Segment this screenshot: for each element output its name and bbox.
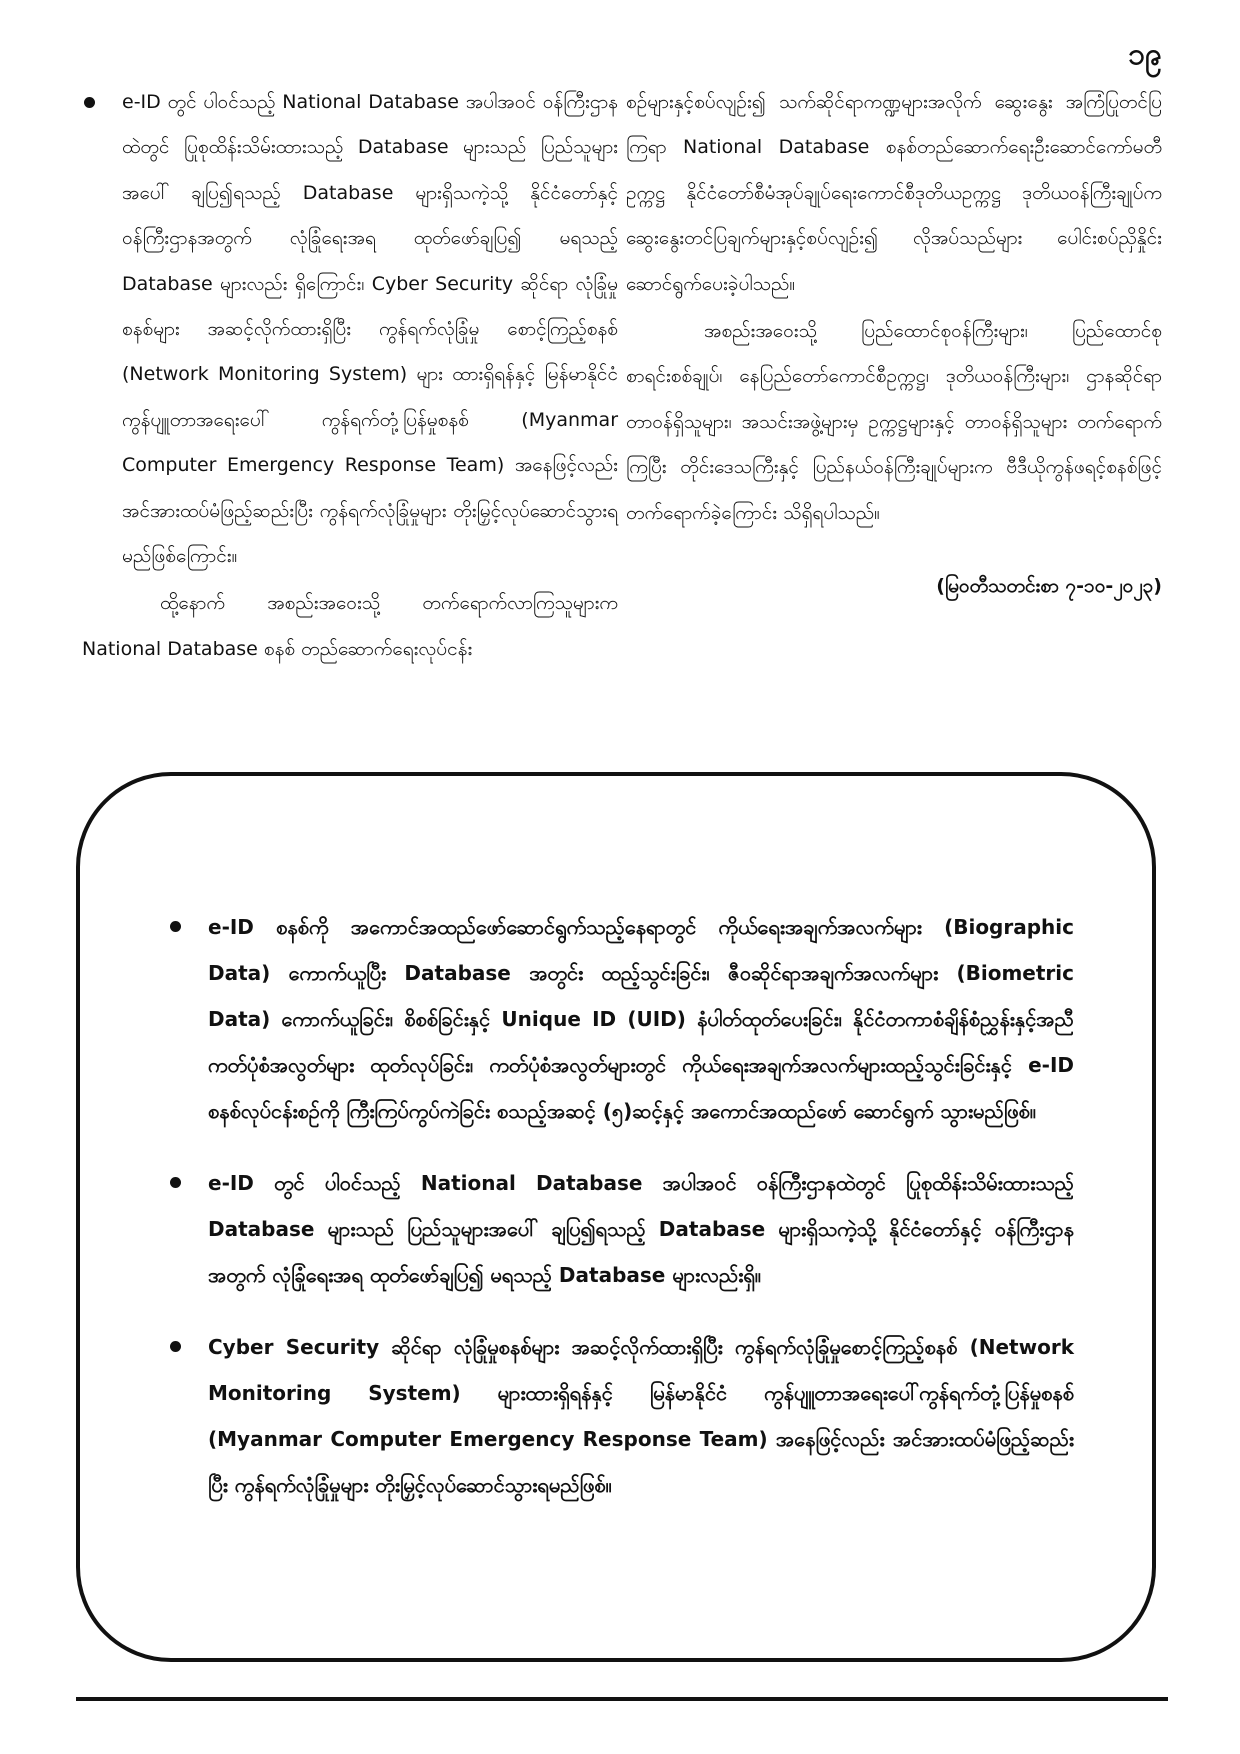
summary-item-text: e-ID စနစ်ကို အကောင်အထည်ဖော်ဆောင်ရွက်သည့်နေရာတွင် ကိုယ်ရေးအချက်အလက်များ (Biographic Data) ကောက်ယူပြီး Database အတွင်း ထည့်သွင်းခြင်း၊ ဇီဝဆိုင်ရာအချက်အလက်များ (Biometric Data) ကောက်ယူခြင်း၊ စိစစ်ခြင်းနှင့် Unique ID (UID) နံပါတ်ထုတ်ပေးခြင်း၊ နိုင်ငံတကာစံချိန်စံညွှန်းနှင့်အညီ ကတ်ပုံစံအလွတ်များ ထုတ်လုပ်ခြင်း၊ ကတ်ပုံစံအလွတ်များတွင် ကိုယ်ရေးအချက်အလက်များထည့်သွင်းခြင်းနှင့် e-ID စနစ်လုပ်ငန်းစဉ်ကို ကြီးကြပ်ကွပ်ကဲခြင်း စသည့်အဆင့် (၅)ဆင့်နှင့် အကောင်အထည်ဖော် ဆောင်ရွက် သွားမည်ဖြစ်။ <box>208 915 1074 1123</box>
summary-item <box>164 904 1074 1134</box>
bullet-icon <box>170 1177 181 1188</box>
summary-item <box>164 1160 1074 1298</box>
left-paragraph: ထို့နောက် အစည်းအဝေးသို့ တက်ရောက်လာကြသူများက National Database စနစ် တည်ဆောက်ရေးလုပ်ငန်း <box>82 592 618 660</box>
right-paragraph-2: အစည်းအဝေးသို့ ပြည်ထောင်စုဝန်ကြီးများ၊ ပြည်ထောင်စုစာရင်းစစ်ချုပ်၊ နေပြည်တော်ကောင်စီဥက္ကဋ္ဌ၊ ဒုတိယဝန်ကြီးများ၊ ဌာနဆိုင်ရာတာဝန်ရှိသူများ၊ အသင်းအဖွဲ့များမှ ဥက္ကဋ္ဌများနှင့် တာဝန်ရှိသူများ တက်ရောက်ကြပြီး တိုင်းဒေသကြီးနှင့် ပြည်နယ်ဝန်ကြီးချုပ်များက ဗီဒီယိုကွန်ဖရင့်စနစ်ဖြင့် တက်ရောက်ခဲ့ကြောင်း သိရှိရပါသည်။ <box>626 320 1162 524</box>
left-column <box>82 80 618 672</box>
bullet-icon <box>170 921 181 932</box>
bottom-rule <box>76 1697 1168 1701</box>
summary-item-text: e-ID တွင် ပါဝင်သည့် National Database အပါအဝင် ဝန်ကြီးဌာနထဲတွင် ပြုစုထိန်းသိမ်းထားသည့် Database များသည် ပြည်သူများအပေါ် ချပြ၍ရသည့် Database များရှိသကဲ့သို့ နိုင်ငံတော်နှင့် ဝန်ကြီးဌာနအတွက် လုံခြုံရေးအရ ထုတ်ဖော်ချပြ၍ မရသည့် Database များလည်းရှိ။ <box>208 1171 1074 1287</box>
summary-list <box>164 904 1074 1508</box>
right-paragraph-1: စဉ်များနှင့်စပ်လျဉ်း၍ သက်ဆိုင်ရာကဏ္ဍများအလိုက် ဆွေးနွေး အကြံပြုတင်ပြကြရာ National Database စနစ်တည်ဆောက်ရေးဦးဆောင်ကော်မတီဥက္ကဋ္ဌ နိုင်ငံတော်စီမံအုပ်ချုပ်ရေးကောင်စီဒုတိယဥက္ကဋ္ဌ ဒုတိယဝန်ကြီးချုပ်က ဆွေးနွေးတင်ပြချက်များနှင့်စပ်လျဉ်း၍ လိုအပ်သည်များ ပေါင်းစပ်ညှိနှိုင်း ဆောင်ရွက်ပေးခဲ့ပါသည်။ <box>626 91 1162 295</box>
left-bullet-item <box>82 80 618 579</box>
left-bullet-text: e-ID တွင် ပါဝင်သည့် National Database အပါအဝင် ဝန်ကြီးဌာနထဲတွင် ပြုစုထိန်းသိမ်းထားသည့် Database များသည် ပြည်သူများအပေါ် ချပြ၍ရသည့် Database များရှိသကဲ့သို့ နိုင်ငံတော်နှင့် ဝန်ကြီးဌာနအတွက် လုံခြုံရေးအရ ထုတ်ဖော်ချပြ၍ မရသည့် Database များလည်း ရှိကြောင်း၊ Cyber Security ဆိုင်ရာ လုံခြုံမှုစနစ်များ အဆင့်လိုက်ထားရှိပြီး ကွန်ရက်လုံခြုံမှု စောင့်ကြည့်စနစ် (Network Monitoring System) များ ထားရှိရန်နှင့် မြန်မာနိုင်ငံ ကွန်ပျူတာအရေးပေါ် ကွန်ရက်တုံ့ပြန်မှုစနစ် (Myanmar Computer Emergency Response Team) အနေဖြင့်လည်း အင်အားထပ်မံဖြည့်ဆည်းပြီး ကွန်ရက်လုံခြုံမှုများ တိုးမြှင့်လုပ်ဆောင်သွားရမည်ဖြစ်ကြောင်း။ <box>122 91 618 568</box>
bullet-icon <box>84 97 95 108</box>
bullet-icon <box>170 1341 181 1352</box>
source-citation: (မြဝတီသတင်းစာ ၇-၁၀-၂၀၂၃) <box>936 575 1162 598</box>
summary-item-text: Cyber Security ဆိုင်ရာ လုံခြုံမှုစနစ်များ အဆင့်လိုက်ထားရှိပြီး ကွန်ရက်လုံခြုံမှုစောင့်ကြည့်စနစ် (Network Monitoring System) များထားရှိရန်နှင့် မြန်မာနိုင်ငံ ကွန်ပျူတာအရေးပေါ်ကွန်ရက်တုံ့ပြန်မှုစနစ် (Myanmar Computer Emergency Response Team) အနေဖြင့်လည်း အင်အားထပ်မံဖြည့်ဆည်းပြီး ကွန်ရက်လုံခြုံမှုများ တိုးမြှင့်လုပ်ဆောင်သွားရမည်ဖြစ်။ <box>208 1335 1074 1497</box>
right-column <box>626 80 1162 609</box>
summary-item <box>164 1324 1074 1508</box>
page-number: ၁၉ <box>1128 37 1162 72</box>
summary-box <box>76 772 1156 1662</box>
